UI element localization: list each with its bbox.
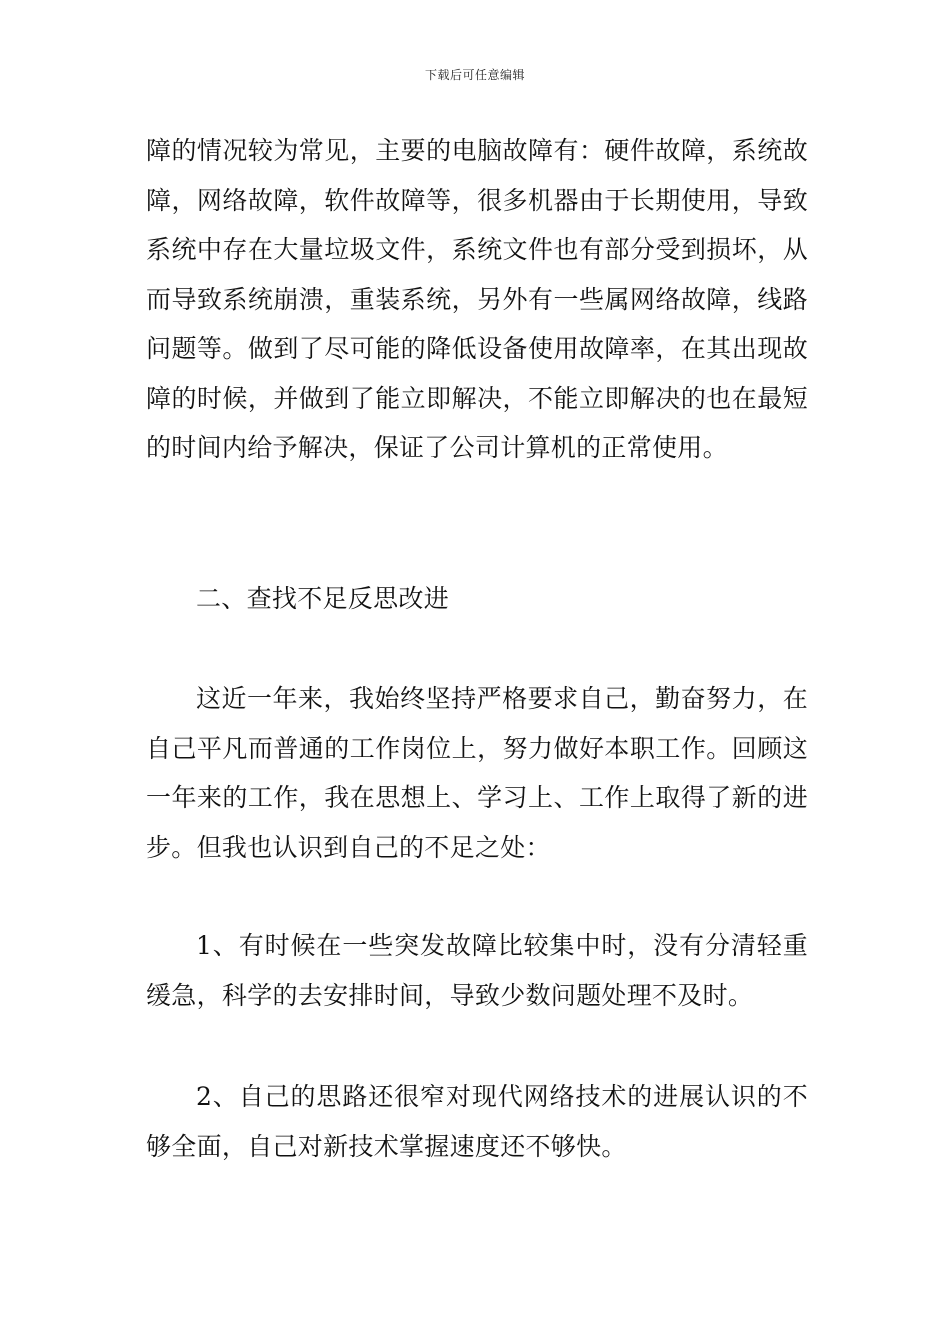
paragraph-continuation: 障的情况较为常见，主要的电脑故障有：硬件故障，系统故障，网络故障，软件故障等，很多机器由于长期使用，导致系统中存在大量垃圾文件，系统文件也有部分受到损坏，从而导致系统崩溃，重装系统，另外有一些属网络故障，线路问题等。做到了尽可能的降低设备使用故障率，在其出现故障的时候，并做到了能立即解决，不能立即解决的也在最短的时间内给予解决，保证了公司计算机的正常使用。: [146, 136, 808, 462]
header-note: 下载后可任意编辑: [424, 68, 525, 82]
list-item-2: 2、自己的思路还很窄对现代网络技术的进展认识的不够全面，自己对新技术掌握速度还不够快。: [146, 1082, 808, 1161]
section-heading: 二、查找不足反思改进: [196, 584, 450, 613]
paragraph-reflection: 这近一年来，我始终坚持严格要求自己，勤奋努力，在自己平凡而普通的工作岗位上，努力做好本职工作。回顾这一年来的工作，我在思想上、学习上、工作上取得了新的进步。但我也认识到自己的不足之处：: [146, 684, 808, 862]
list-item-1: 1、有时候在一些突发故障比较集中时，没有分清轻重缓急，科学的去安排时间，导致少数问题处理不及时。: [146, 931, 808, 1010]
